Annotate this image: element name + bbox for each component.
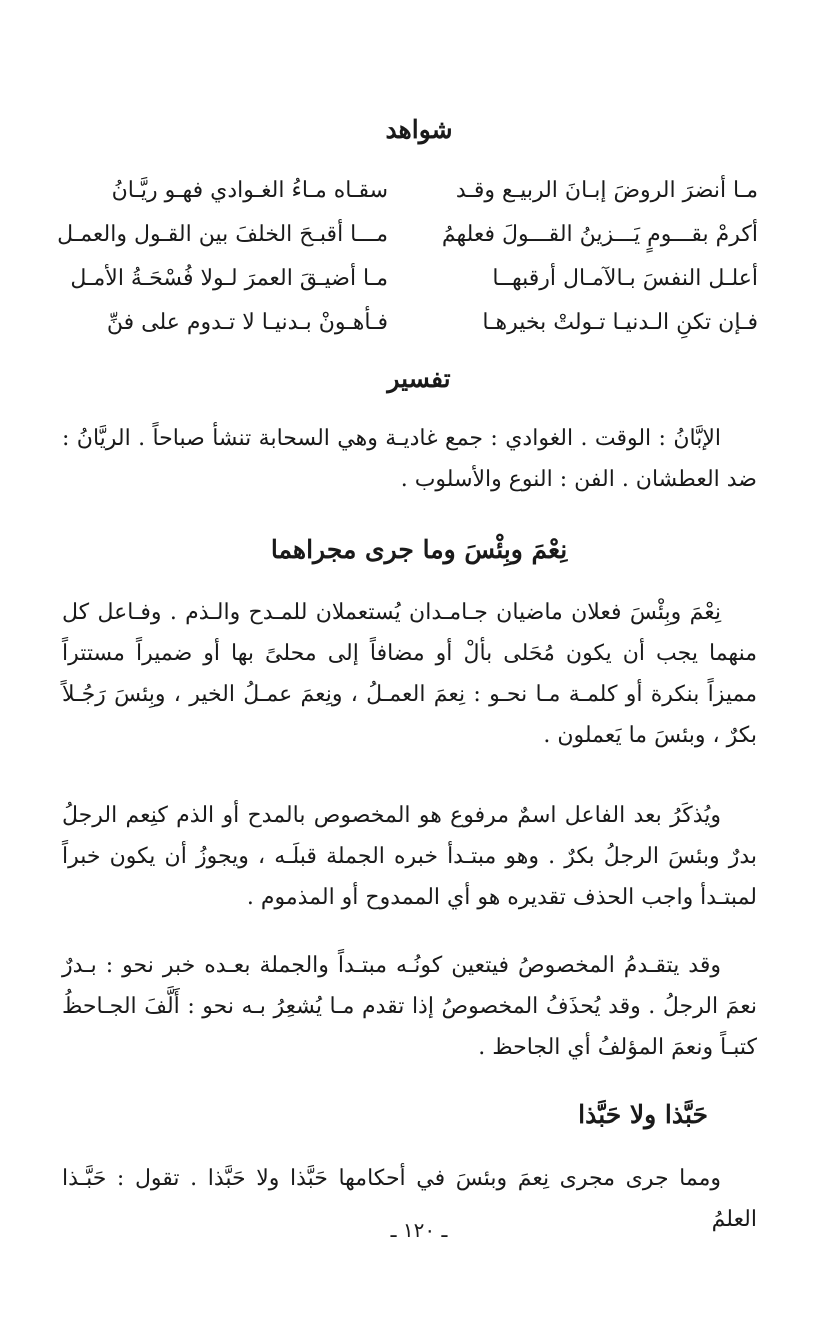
verse-second-hemistich: فـأهـونْ بـدنيـا لا تـدوم على فنِّ xyxy=(106,309,388,335)
verses-block xyxy=(58,168,758,344)
section-heading: نِعْمَ وبِئْسَ وما جرى مجراهما xyxy=(270,535,568,564)
verse-first-hemistich: أعلـل النفسَ بـالآمـال أرقبهــا xyxy=(492,265,758,291)
habbatha-heading: حَبَّذا ولا حَبَّذا xyxy=(578,1100,708,1129)
body-paragraph: ويُذكَرُ بعد الفاعل اسمٌ مرفوع هو المخصوص بالمدح أو الذم كنِعم الرجلُ بدرٌ وبئسَ الرجلُ بكرٌ . وهو مبتـدأ خبره الجملة قبلَـه ، ويجوزُ أن يكون خبراً لمبتـدأ واجب الحذف تقديره هو أي الممدوح أو المذموم . xyxy=(62,803,757,910)
verse-first-hemistich: أكرمْ بقـــومٍ يَـــزينُ القـــولَ فعلهمُ xyxy=(441,221,758,247)
verse-second-hemistich: مـــا أقبـحَ الخلفَ بين القـول والعمـل xyxy=(57,221,388,247)
verse-row xyxy=(58,168,758,212)
body-paragraph: نِعْمَ وبِئْسَ فعلان ماضيان جـامـدان يُستعملان للمـدح والـذم . وفـاعل كل منهما يجب أن يكون مُحَلى بألْ أو مضافاً إلى محلىً بها أو ضميراً مستتراً مميزاً بنكرة أو كلمـة مـا نحـو : نِعمَ العمـلُ ، ونِعمَ عمـلُ الخير ، وبِئسَ رَجُـلاً بكرٌ ، وبئسَ ما يَعملون . xyxy=(62,600,757,748)
verse-first-hemistich: فـإن تكنِ الـدنيـا تـولتْ بخيرهـا xyxy=(482,309,758,335)
verse-second-hemistich: مـا أضيـقَ العمرَ لـولا فُسْحَـةُ الأمـل xyxy=(70,265,388,291)
verse-row xyxy=(58,300,758,344)
shawahid-heading: شواهد xyxy=(385,115,453,144)
body-paragraph: ومما جرى مجرى نِعمَ وبئسَ في أحكامها حَبَّذا ولا حَبَّذا . تقول : حَبَّـذا العلمُ xyxy=(62,1166,757,1232)
tafsir-paragraph: الإبَّانُ : الوقت . الغوادي : جمع غاديـة وهي السحابة تنشأ صباحاً . الريَّانُ : ضد العطشان . الفن : النوع والأسلوب . xyxy=(62,426,757,492)
verse-row xyxy=(58,256,758,300)
tafsir-heading: تفسير xyxy=(387,364,451,393)
body-paragraph: وقد يتقـدمُ المخصوصُ فيتعين كونُـه مبتـداً والجملة بعـده خبر نحو : بـدرٌ نعمَ الرجلُ . وقد يُحذَفُ المخصوصُ إذا تقدم مـا يُشعِرُ بـه نحو : أَلَّفَ الجـاحظُ كتبـاً ونعمَ المؤلفُ أي الجاحظ . xyxy=(62,953,757,1060)
page-number: ـ ١٢٠ ـ xyxy=(390,1218,448,1242)
verse-first-hemistich: مـا أنضرَ الروضَ إبـانَ الربيـع وقـد xyxy=(455,177,758,203)
verse-second-hemistich: سقـاه مـاءُ الغـوادي فهـو ريَّـانُ xyxy=(111,177,388,203)
verse-row xyxy=(58,212,758,256)
